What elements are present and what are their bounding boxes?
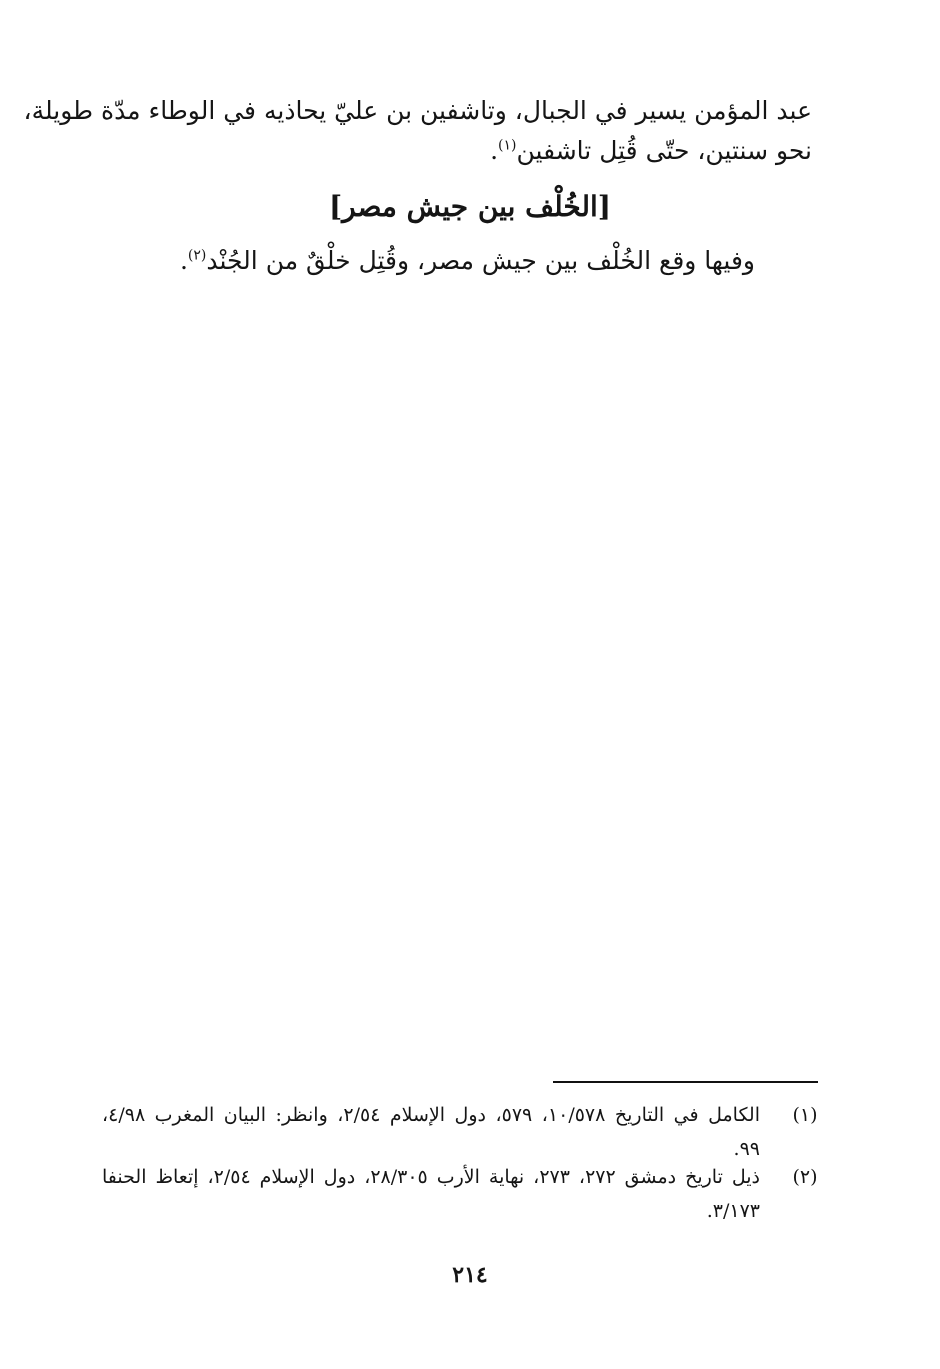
footnote-separator [553, 1081, 818, 1083]
footnote-number: (١) [792, 1104, 818, 1126]
body-text: وفيها وقع الخُلْف بين جيش مصر، وقُتِل خلْقٌ من الجُنْد [206, 246, 755, 275]
page-number: ٢١٤ [452, 1262, 488, 1288]
footnote-number: (٢) [792, 1166, 818, 1188]
punctuation: . [490, 136, 499, 165]
footnote-text-line: ٣/١٧٣. [706, 1200, 760, 1222]
body-text: نحو سنتين، حتّى قُتِل تاشفين [516, 136, 812, 165]
body-text-line [23, 96, 812, 126]
body-text: عبد المؤمن يسير في الجبال، وتاشفين بن عليّ يحاذيه في الوطاء مدّة طويلة، [23, 96, 812, 125]
footnote-text-line: ذيل تاريخ دمشق ٢٧٢، ٢٧٣، نهاية الأرب ٢٨/٣٠٥، دول الإسلام ٢/٥٤، إتعاظ الحنفا [102, 1166, 760, 1188]
footnote-text [102, 1160, 760, 1228]
body-text-line [180, 246, 755, 275]
footnote [102, 1160, 820, 1230]
footnote-text-line: ٩٩. [733, 1138, 760, 1160]
footnote-ref[interactable]: (١) [498, 137, 517, 154]
punctuation: . [179, 246, 188, 275]
footnote-ref[interactable]: (٢) [187, 247, 207, 264]
footnote-text [102, 1098, 760, 1166]
footnote [102, 1098, 820, 1168]
body-text-line [108, 136, 812, 166]
footnote-text-line: الكامل في التاريخ ١٠/٥٧٨، ٥٧٩، دول الإسلام ٢/٥٤، وانظر: البيان المغرب ٤/٩٨، [102, 1104, 761, 1126]
section-heading: [الخُلْف بين جيش مصر] [328, 190, 612, 223]
